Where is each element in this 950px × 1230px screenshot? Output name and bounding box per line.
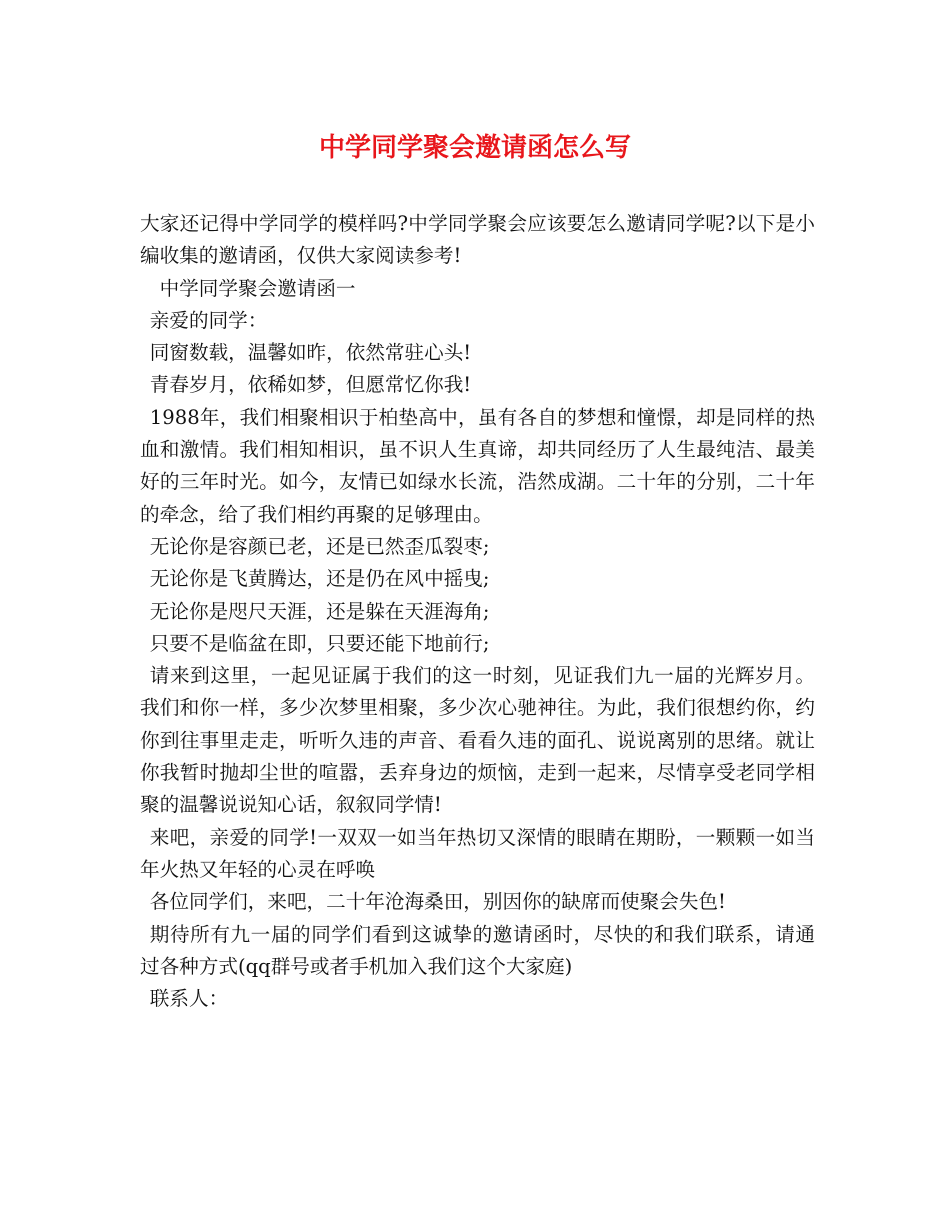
paragraph: 无论你是飞黄腾达，还是仍在风中摇曳; (149, 567, 490, 591)
paragraph: 只要不是临盆在即，只要还能下地前行; (149, 631, 490, 655)
intro-paragraph: 大家还记得中学同学的模样吗?中学同学聚会应该要怎么邀请同学呢?以下是小编收集的邀请函，仅供大家阅读参考! (140, 212, 815, 268)
paragraph: 青春岁月，依稀如梦，但愿常忆你我! (149, 373, 472, 397)
paragraph: 无论你是咫尺天涯，还是躲在天涯海角; (149, 599, 490, 623)
paragraph: 来吧，亲爱的同学!一双双一如当年热切又深情的眼睛在期盼，一颗颗一如当年火热又年轻的心灵在呼唤 (140, 825, 815, 881)
paragraph: 同窗数载，温馨如昨，依然常驻心头! (149, 341, 472, 365)
paragraph: 期待所有九一届的同学们看到这诚挚的邀请函时，尽快的和我们联系，请通过各种方式(qq群号或者手机加入我们这个大家庭) (140, 922, 815, 978)
section-heading: 中学同学聚会邀请函一 (159, 276, 356, 300)
document-title: 中学同学聚会邀请函怎么写 (318, 133, 631, 163)
paragraph: 各位同学们，来吧，二十年沧海桑田，别因你的缺席而使聚会失色! (149, 890, 726, 914)
salutation: 亲爱的同学： (149, 308, 268, 332)
document-body (140, 208, 815, 1015)
paragraph: 请来到这里，一起见证属于我们的这一时刻，见证我们九一届的光辉岁月。我们和你一样，多少次梦里相聚，多少次心驰神往。为此，我们很想约你，约你到往事里走走，听听久违的声音、看看久违的面孔、说说离别的思绪。就让你我暂时抛却尘世的喧嚣，丢弃身边的烦恼，走到一起来，尽情享受老同学相聚的温馨说说知心话，叙叙同学情! (140, 664, 815, 817)
contact-label: 联系人： (149, 987, 229, 1011)
paragraph: 1988年，我们相聚相识于柏垫高中，虽有各自的梦想和憧憬，却是同样的热血和激情。我们相知相识，虽不识人生真谛，却共同经历了人生最纯洁、最美好的三年时光。如今，友情已如绿水长流，浩然成湖。二十年的分别，二十年的牵念，给了我们相约再聚的足够理由。 (140, 405, 815, 526)
paragraph: 无论你是容颜已老，还是已然歪瓜裂枣; (149, 534, 490, 558)
